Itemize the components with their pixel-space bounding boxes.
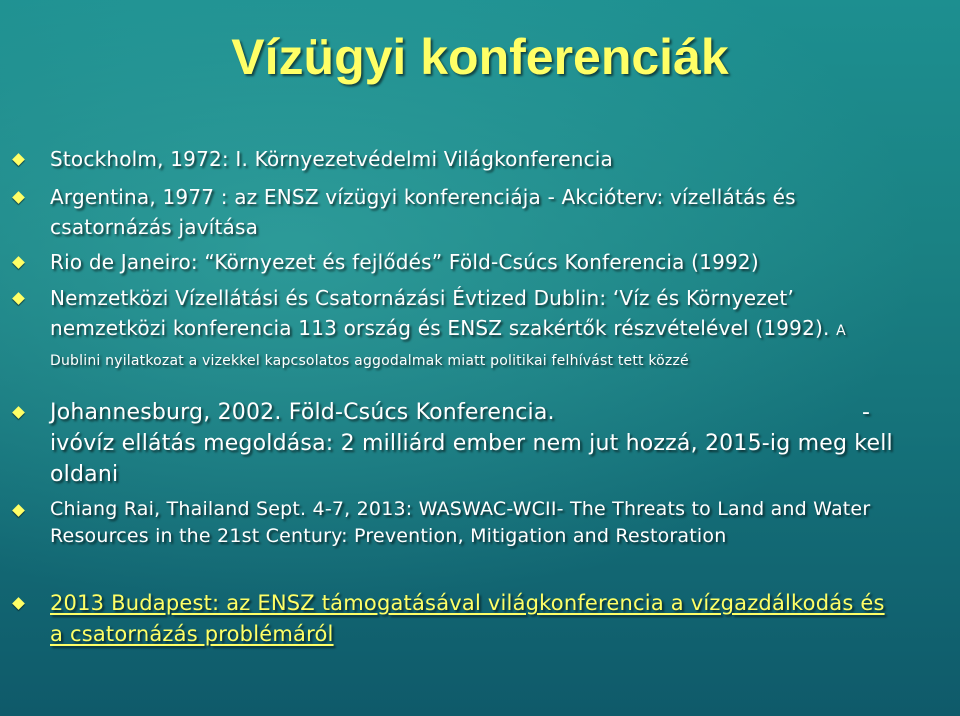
diamond-bullet-icon bbox=[12, 406, 25, 419]
diamond-bullet-icon bbox=[12, 597, 25, 610]
diamond-bullet-icon bbox=[12, 191, 25, 204]
diamond-bullet-icon bbox=[12, 256, 25, 269]
diamond-bullet-icon bbox=[12, 153, 25, 166]
bullet-text: Chiang Rai, Thailand Sept. 4-7, 2013: WASWAC-WCII- The Threats to Land and Water Resources in the 21st Century: Prevention, Mitigation and Restoration bbox=[50, 498, 871, 547]
bullet-text-highlight: 2013 Budapest: az ENSZ támogatásával világkonferencia a vízgazdálkodás és a csatornázás problémáról bbox=[50, 591, 885, 646]
bullet-line-rest: ivóvíz ellátás megoldása: 2 milliárd ember nem jut hozzá, 2015-ig meg kell oldani bbox=[50, 431, 893, 487]
bullet-line-1: Johannesburg, 2002. Föld-Csúcs Konferencia. bbox=[50, 400, 555, 425]
bullet-text: Argentina, 1977 : az ENSZ vízügyi konferenciája - Akcióterv: vízellátás és csatornázás javítása bbox=[50, 185, 796, 239]
bullet-dash: - bbox=[862, 400, 871, 425]
slide-title: Vízügyi konferenciák bbox=[231, 29, 729, 85]
bullet-main-text: Nemzetközi Vízellátási és Csatornázási Évtized Dublin: ‘Víz és Környezet’ nemzetközi konferencia 113 ország és ENSZ szakértők részvételével (1992). bbox=[50, 286, 830, 340]
diamond-bullet-icon bbox=[12, 292, 25, 305]
diamond-bullet-icon bbox=[12, 504, 25, 517]
bullet-text bbox=[50, 283, 900, 373]
bullet-text bbox=[50, 397, 900, 490]
bullet-text: Rio de Janeiro: “Környezet és fejlődés” Föld-Csúcs Konferencia (1992) bbox=[50, 250, 759, 274]
bullet-note: A Dublini nyilatkozat a vizekkel kapcsolatos aggodalmak miatt politikai felhívást tett közzé bbox=[50, 323, 846, 369]
bullet-text: Stockholm, 1972: I. Környezetvédelmi Világkonferencia bbox=[50, 147, 614, 171]
